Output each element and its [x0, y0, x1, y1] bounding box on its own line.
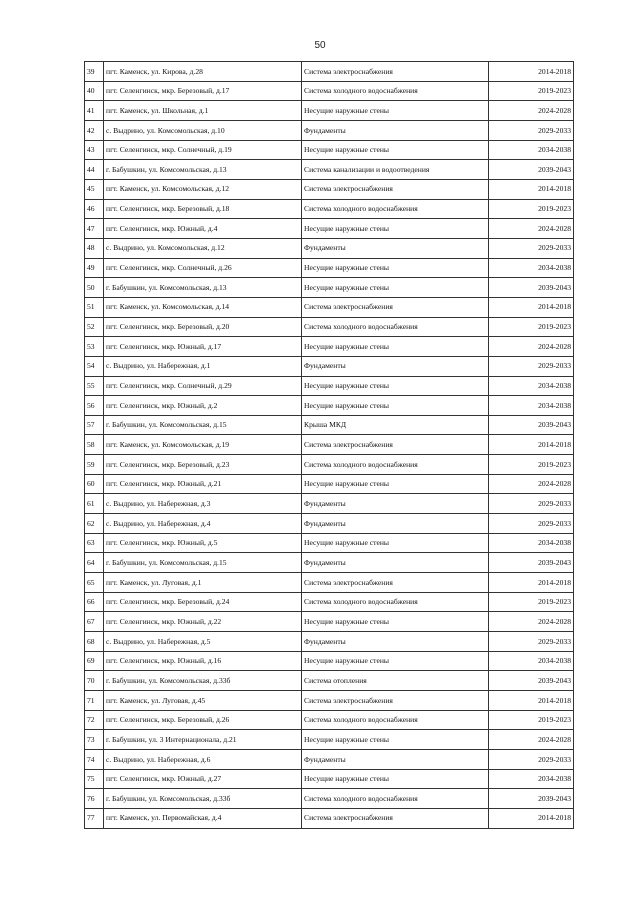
row-number: 68 — [85, 632, 104, 652]
address-cell: пгт. Селенгинск, мкр. Южный, д.27 — [104, 769, 302, 789]
table-row — [85, 278, 574, 298]
period-cell: 2014-2018 — [489, 435, 574, 455]
table-row — [85, 376, 574, 396]
row-number: 64 — [85, 553, 104, 573]
table-row — [85, 710, 574, 730]
period-cell: 2029-2033 — [489, 494, 574, 514]
row-number: 44 — [85, 160, 104, 180]
system-cell: Несущие наружные стены — [302, 651, 489, 671]
address-cell: пгт. Селенгинск, мкр. Солнечный, д.26 — [104, 258, 302, 278]
table-row — [85, 494, 574, 514]
row-number: 73 — [85, 730, 104, 750]
address-cell: г. Бабушкин, ул. 3 Интернационала, д.21 — [104, 730, 302, 750]
system-cell: Система холодного водоснабжения — [302, 710, 489, 730]
table-row — [85, 671, 574, 691]
repair-schedule-table — [84, 61, 574, 829]
address-cell: г. Бабушкин, ул. Комсомольская, д.33б — [104, 671, 302, 691]
row-number: 77 — [85, 808, 104, 828]
system-cell: Несущие наружные стены — [302, 278, 489, 298]
system-cell: Несущие наружные стены — [302, 219, 489, 239]
row-number: 65 — [85, 573, 104, 593]
system-cell: Фундаменты — [302, 749, 489, 769]
table-row — [85, 691, 574, 711]
table-row — [85, 592, 574, 612]
system-cell: Система электроснабжения — [302, 179, 489, 199]
address-cell: с. Выдрино, ул. Набережная, д.1 — [104, 356, 302, 376]
period-cell: 2014-2018 — [489, 62, 574, 82]
page-number: 50 — [314, 40, 326, 51]
period-cell: 2024-2028 — [489, 337, 574, 357]
row-number: 61 — [85, 494, 104, 514]
row-number: 47 — [85, 219, 104, 239]
period-cell: 2024-2028 — [489, 101, 574, 121]
table-row — [85, 356, 574, 376]
system-cell: Система холодного водоснабжения — [302, 81, 489, 101]
system-cell: Несущие наружные стены — [302, 474, 489, 494]
address-cell: пгт. Селенгинск, мкр. Березовый, д.18 — [104, 199, 302, 219]
address-cell: пгт. Каменск, ул. Луговая, д.45 — [104, 691, 302, 711]
table-row — [85, 337, 574, 357]
table-row — [85, 769, 574, 789]
address-cell: пгт. Каменск, ул. Комсомольская, д.14 — [104, 297, 302, 317]
address-cell: пгт. Селенгинск, мкр. Южный, д.22 — [104, 612, 302, 632]
address-cell: пгт. Селенгинск, мкр. Березовый, д.20 — [104, 317, 302, 337]
system-cell: Несущие наружные стены — [302, 769, 489, 789]
system-cell: Система электроснабжения — [302, 691, 489, 711]
period-cell: 2034-2038 — [489, 140, 574, 160]
row-number: 51 — [85, 297, 104, 317]
table-row — [85, 749, 574, 769]
address-cell: г. Бабушкин, ул. Комсомольская, д.15 — [104, 553, 302, 573]
address-cell: пгт. Каменск, ул. Луговая, д.1 — [104, 573, 302, 593]
system-cell: Несущие наружные стены — [302, 396, 489, 416]
row-number: 71 — [85, 691, 104, 711]
row-number: 52 — [85, 317, 104, 337]
system-cell: Фундаменты — [302, 514, 489, 534]
system-cell: Система электроснабжения — [302, 297, 489, 317]
table-row — [85, 455, 574, 475]
table-row — [85, 474, 574, 494]
address-cell: с. Выдрино, ул. Набережная, д.4 — [104, 514, 302, 534]
system-cell: Несущие наружные стены — [302, 258, 489, 278]
row-number: 74 — [85, 749, 104, 769]
table-row — [85, 808, 574, 828]
period-cell: 2029-2033 — [489, 514, 574, 534]
row-number: 67 — [85, 612, 104, 632]
table-row — [85, 632, 574, 652]
period-cell: 2029-2033 — [489, 238, 574, 258]
system-cell: Система холодного водоснабжения — [302, 789, 489, 809]
address-cell: г. Бабушкин, ул. Комсомольская, д.33б — [104, 789, 302, 809]
period-cell: 2019-2023 — [489, 81, 574, 101]
row-number: 50 — [85, 278, 104, 298]
table-row — [85, 219, 574, 239]
table-row — [85, 297, 574, 317]
row-number: 40 — [85, 81, 104, 101]
table-row — [85, 612, 574, 632]
table-body — [85, 62, 574, 829]
address-cell: пгт. Селенгинск, мкр. Южный, д.21 — [104, 474, 302, 494]
address-cell: пгт. Каменск, ул. Комсомольская, д.19 — [104, 435, 302, 455]
table-row — [85, 120, 574, 140]
address-cell: пгт. Селенгинск, мкр. Березовый, д.23 — [104, 455, 302, 475]
row-number: 56 — [85, 396, 104, 416]
table-row — [85, 81, 574, 101]
address-cell: с. Выдрино, ул. Комсомольская, д.12 — [104, 238, 302, 258]
row-number: 69 — [85, 651, 104, 671]
system-cell: Фундаменты — [302, 632, 489, 652]
table-row — [85, 533, 574, 553]
period-cell: 2024-2028 — [489, 219, 574, 239]
period-cell: 2024-2028 — [489, 612, 574, 632]
system-cell: Несущие наружные стены — [302, 376, 489, 396]
table-row — [85, 199, 574, 219]
table-row — [85, 258, 574, 278]
period-cell: 2014-2018 — [489, 691, 574, 711]
system-cell: Фундаменты — [302, 553, 489, 573]
system-cell: Фундаменты — [302, 120, 489, 140]
system-cell: Система канализации и водоотведения — [302, 160, 489, 180]
table-row — [85, 553, 574, 573]
table-row — [85, 160, 574, 180]
system-cell: Система электроснабжения — [302, 435, 489, 455]
period-cell: 2039-2043 — [489, 789, 574, 809]
row-number: 41 — [85, 101, 104, 121]
period-cell: 2039-2043 — [489, 278, 574, 298]
address-cell: пгт. Селенгинск, мкр. Березовый, д.26 — [104, 710, 302, 730]
table-row — [85, 415, 574, 435]
table-row — [85, 651, 574, 671]
system-cell: Несущие наружные стены — [302, 140, 489, 160]
row-number: 42 — [85, 120, 104, 140]
row-number: 58 — [85, 435, 104, 455]
row-number: 59 — [85, 455, 104, 475]
period-cell: 2034-2038 — [489, 769, 574, 789]
period-cell: 2024-2028 — [489, 730, 574, 750]
row-number: 45 — [85, 179, 104, 199]
period-cell: 2034-2038 — [489, 376, 574, 396]
address-cell: пгт. Селенгинск, мкр. Березовый, д.17 — [104, 81, 302, 101]
system-cell: Фундаменты — [302, 238, 489, 258]
period-cell: 2029-2033 — [489, 632, 574, 652]
row-number: 46 — [85, 199, 104, 219]
address-cell: пгт. Селенгинск, мкр. Солнечный, д.29 — [104, 376, 302, 396]
period-cell: 2019-2023 — [489, 455, 574, 475]
period-cell: 2019-2023 — [489, 710, 574, 730]
row-number: 55 — [85, 376, 104, 396]
row-number: 54 — [85, 356, 104, 376]
address-cell: с. Выдрино, ул. Комсомольская, д.10 — [104, 120, 302, 140]
address-cell: с. Выдрино, ул. Набережная, д.3 — [104, 494, 302, 514]
row-number: 53 — [85, 337, 104, 357]
row-number: 76 — [85, 789, 104, 809]
table-row — [85, 101, 574, 121]
system-cell: Система электроснабжения — [302, 808, 489, 828]
system-cell: Система электроснабжения — [302, 573, 489, 593]
period-cell: 2019-2023 — [489, 199, 574, 219]
row-number: 66 — [85, 592, 104, 612]
row-number: 49 — [85, 258, 104, 278]
row-number: 48 — [85, 238, 104, 258]
system-cell: Система отопления — [302, 671, 489, 691]
period-cell: 2039-2043 — [489, 553, 574, 573]
system-cell: Система холодного водоснабжения — [302, 317, 489, 337]
table-row — [85, 179, 574, 199]
row-number: 70 — [85, 671, 104, 691]
period-cell: 2019-2023 — [489, 317, 574, 337]
system-cell: Система холодного водоснабжения — [302, 455, 489, 475]
table-row — [85, 317, 574, 337]
period-cell: 2034-2038 — [489, 533, 574, 553]
period-cell: 2029-2033 — [489, 356, 574, 376]
address-cell: г. Бабушкин, ул. Комсомольская, д.15 — [104, 415, 302, 435]
address-cell: пгт. Селенгинск, мкр. Южный, д.17 — [104, 337, 302, 357]
address-cell: г. Бабушкин, ул. Комсомольская, д.13 — [104, 160, 302, 180]
period-cell: 2034-2038 — [489, 396, 574, 416]
table-row — [85, 730, 574, 750]
row-number: 57 — [85, 415, 104, 435]
address-cell: пгт. Селенгинск, мкр. Южный, д.16 — [104, 651, 302, 671]
row-number: 72 — [85, 710, 104, 730]
period-cell: 2039-2043 — [489, 160, 574, 180]
system-cell: Несущие наружные стены — [302, 730, 489, 750]
period-cell: 2019-2023 — [489, 592, 574, 612]
system-cell: Фундаменты — [302, 356, 489, 376]
table-row — [85, 238, 574, 258]
address-cell: пгт. Каменск, ул. Кирова, д.28 — [104, 62, 302, 82]
system-cell: Несущие наружные стены — [302, 101, 489, 121]
period-cell: 2014-2018 — [489, 297, 574, 317]
address-cell: пгт. Селенгинск, мкр. Солнечный, д.19 — [104, 140, 302, 160]
system-cell: Система электроснабжения — [302, 62, 489, 82]
period-cell: 2034-2038 — [489, 651, 574, 671]
address-cell: с. Выдрино, ул. Набережная, д.5 — [104, 632, 302, 652]
period-cell: 2014-2018 — [489, 573, 574, 593]
system-cell: Система холодного водоснабжения — [302, 592, 489, 612]
row-number: 43 — [85, 140, 104, 160]
table-row — [85, 62, 574, 82]
address-cell: пгт. Селенгинск, мкр. Южный, д.2 — [104, 396, 302, 416]
address-cell: с. Выдрино, ул. Набережная, д.6 — [104, 749, 302, 769]
address-cell: г. Бабушкин, ул. Комсомольская, д.13 — [104, 278, 302, 298]
row-number: 39 — [85, 62, 104, 82]
system-cell: Крыша МКД — [302, 415, 489, 435]
row-number: 63 — [85, 533, 104, 553]
table-row — [85, 514, 574, 534]
period-cell: 2014-2018 — [489, 179, 574, 199]
period-cell: 2029-2033 — [489, 749, 574, 769]
address-cell: пгт. Каменск, ул. Первомайская, д.4 — [104, 808, 302, 828]
table-row — [85, 396, 574, 416]
row-number: 75 — [85, 769, 104, 789]
table-row — [85, 573, 574, 593]
address-cell: пгт. Селенгинск, мкр. Южный, д.4 — [104, 219, 302, 239]
table-row — [85, 140, 574, 160]
address-cell: пгт. Селенгинск, мкр. Березовый, д.24 — [104, 592, 302, 612]
address-cell: пгт. Селенгинск, мкр. Южный, д.5 — [104, 533, 302, 553]
system-cell: Несущие наружные стены — [302, 533, 489, 553]
system-cell: Несущие наружные стены — [302, 337, 489, 357]
system-cell: Система холодного водоснабжения — [302, 199, 489, 219]
period-cell: 2039-2043 — [489, 415, 574, 435]
address-cell: пгт. Каменск, ул. Комсомольская, д.12 — [104, 179, 302, 199]
period-cell: 2024-2028 — [489, 474, 574, 494]
table-row — [85, 789, 574, 809]
row-number: 62 — [85, 514, 104, 534]
address-cell: пгт. Каменск, ул. Школьная, д.1 — [104, 101, 302, 121]
period-cell: 2034-2038 — [489, 258, 574, 278]
period-cell: 2039-2043 — [489, 671, 574, 691]
period-cell: 2029-2033 — [489, 120, 574, 140]
period-cell: 2014-2018 — [489, 808, 574, 828]
system-cell: Фундаменты — [302, 494, 489, 514]
system-cell: Несущие наружные стены — [302, 612, 489, 632]
table-row — [85, 435, 574, 455]
row-number: 60 — [85, 474, 104, 494]
